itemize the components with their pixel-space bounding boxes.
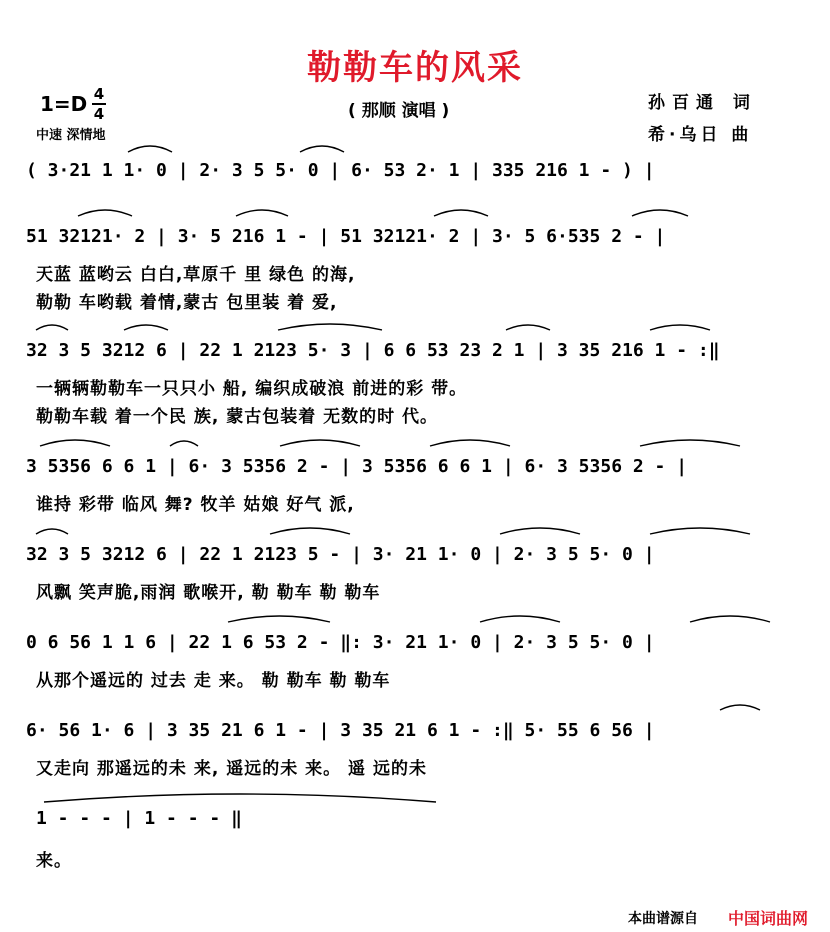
lyrics-line-3b: 勒勒车载 着一个民 族, 蒙古包装着 无数的时 代。: [36, 407, 439, 427]
score-line-6: 0 6 56 1 1 6 | 22 1 6 53 2 - ‖: 3· 21 1· 0 | 2· 3 5 5· 0 |: [26, 632, 655, 653]
score-line-4: 3 5356 6 6 1 | 6· 3 5356 2 - | 3 5356 6 6 1 | 6· 3 5356 2 - |: [26, 456, 688, 477]
site-link[interactable]: 中国词曲网: [728, 909, 809, 928]
lyrics-line-2a: 天蓝 蓝哟云 白白,草原千 里 绿色 的海,: [36, 265, 356, 285]
performer-credit: ( 那顺 演唱 ): [348, 101, 450, 121]
key-signature: 1=D: [40, 92, 88, 116]
lyrics-line-7: 又走向 那遥远的未 来, 遥远的未 来。 遥 远的未: [36, 759, 427, 779]
lyricist-credit: 孙百通 词: [648, 93, 757, 113]
tempo-marking: 中速 深情地: [36, 128, 106, 143]
score-line-1: ( 3·21 1 1· 0 | 2· 3 5 5· 0 | 6· 53 2· 1 | 335 216 1 - ) |: [26, 160, 655, 181]
time-sig-top: 4: [93, 85, 105, 103]
score-line-7: 6· 56 1· 6 | 3 35 21 6 1 - | 3 35 21 6 1 - :‖ 5· 55 6 56 |: [26, 720, 655, 741]
source-label: 本曲谱源自: [628, 911, 698, 927]
song-title: 勒勒车的风采: [307, 48, 523, 88]
lyrics-line-2b: 勒勒 车哟载 着情,蒙古 包里装 着 爱,: [36, 293, 338, 313]
lyrics-line-6: 从那个遥远的 过去 走 来。 勒 勒车 勒 勒车: [36, 671, 391, 691]
lyrics-line-5: 风飘 笑声脆,雨润 歌喉开, 勒 勒车 勒 勒车: [36, 583, 381, 603]
score-line-8: 1 - - - | 1 - - - ‖: [36, 808, 242, 829]
lyrics-line-8: 来。: [36, 851, 72, 871]
lyrics-line-4: 谁持 彩带 临风 舞? 牧羊 姑娘 好气 派,: [36, 495, 355, 515]
lyrics-line-3a: 一辆辆勒勒车一只只小 船, 编织成破浪 前进的彩 带。: [36, 379, 468, 399]
composer-credit: 希·乌日 曲: [648, 125, 753, 145]
time-sig-bottom: 4: [93, 105, 105, 123]
score-line-5: 32 3 5 3212 6 | 22 1 2123 5 - | 3· 21 1· 0 | 2· 3 5 5· 0 |: [26, 544, 655, 565]
score-line-2: 51 32121· 2 | 3· 5 216 1 - | 51 32121· 2 | 3· 5 6·535 2 - |: [26, 226, 666, 247]
score-line-3: 32 3 5 3212 6 | 22 1 2123 5· 3 | 6 6 53 23 2 1 | 3 35 216 1 - :‖: [26, 340, 720, 361]
